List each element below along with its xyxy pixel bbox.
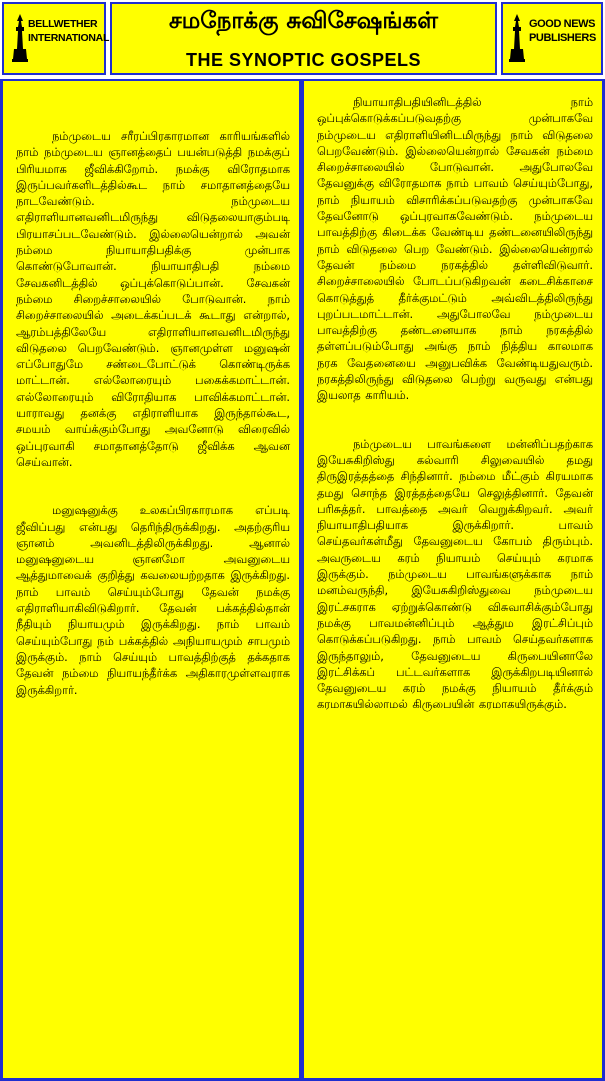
publisher-name-line2: PUBLISHERS: [529, 32, 596, 44]
left-column: [3, 81, 299, 1078]
title-box: [110, 2, 497, 75]
lamp-tower-icon: [12, 13, 28, 63]
title-tamil: சமநோக்கு சுவிசேஷங்கள்: [169, 8, 438, 34]
right-column: [304, 81, 602, 1078]
paragraph: நம்முடைய பாவங்களை மன்னிப்பதற்காக இயேசுகிறிஸ்து கல்வாரி சிலுவையில் தமது திருஇரத்தத்தை சிந்தினார். நம்மை மீட்கும் கிரயமாக தமது சொந்த இரத்தத்தையே செலுத்தினார். தேவன் பரிசுத்தர். பாவத்தை அவர் வெறுக்கிறவர். அவர் நியாயாதிபதியாக இருக்கிறார். பாவம் செய்தவர்கள்மீது தேவனுடைய கோபம் திரும்பும். அவருடைய கரம் நியாயம் செய்யும் கரமாக இருக்கும். நம்முடைய பாவங்களுக்காக நாம் மனம்வருந்தி, இயேசுகிறிஸ்துவை நம்முடைய இரட்சகராக ஏற்றுக்கொண்டு விசுவாசிக்கும்போது நமக்கு பாவமன்னிப்பும் ஆத்தும இரட்சிப்பும் கொடுக்கப்படுகிறது. நாம் பாவம் செய்தவர்களாக இருந்தாலும், தேவனுடைய கிருபையினாலே இரட்சிக்கப் பட்டவர்களாக இருக்கிறபடியினால் தேவனுடைய கரம் நமக்கு நியாயம் தீர்க்கும் கரமாகயில்லாமல் கிருபையின் கரமாகயிருக்கும்.: [317, 436, 593, 712]
lamp-tower-icon: [509, 13, 525, 63]
publisher-name: [529, 17, 596, 45]
header: [0, 0, 605, 79]
publisher-name-line2: INTERNATIONAL: [28, 32, 110, 44]
paragraph: நியாயாதிபதியினிடத்தில் நாம் ஒப்புக்கொடுக்கப்படுவதற்கு முன்பாகவே நம்முடைய எதிராளியினிடமிருந்து நாம் விடுதலை பெறவேண்டும். இல்லையென்றால் சேவகன் நம்மை சிறைச்சாலையில் போடுவான். அதுபோலவே தேவனுக்கு விரோதமாக நாம் பாவம் செய்யும்போது, நாம் நியாயம் விசாரிக்கப்படுவதற்கு முன்பாகவே தேவனோடு ஒப்புரவாகவேண்டும். நம்முடைய பாவத்திற்கு கிடைக்க வேண்டிய தண்டனையிலிருந்து நாம் விடுதலை பெற வேண்டும். இல்லையென்றால் தேவன் நம்மை நரகத்தில் தள்ளிவிடுவார். சிறைச்சாலையில் போடப்படுகிறவன் கடைசிக்காசை கொடுத்துத் தீர்க்குமட்டும் அவ்விடத்திலிருந்து புறப்படமாட்டான். அதுபோலவே நம்முடைய பாவத்திற்கு தண்டனையாக நாம் நரகத்தில் தள்ளப்படும்போது அங்கு நாம் நித்திய காலமாக நரக வேதனையை அனுபவிக்க வேண்டியதுவரும். நரகத்திலிருந்து விடுதலை பெற்று வருவது என்பது இயலாத காரியம்.: [317, 95, 593, 403]
publisher-logo-left: [2, 2, 110, 75]
title-english: THE SYNOPTIC GOSPELS: [185, 50, 422, 70]
publisher-logo-right: [501, 2, 603, 75]
paragraph: நம்முடைய சரீரப்பிரகாரமான காரியங்களில் நாம் நம்முடைய ஞானத்தைப் பயன்படுத்தி நமக்குப் பிரியமாக ஜீவிக்கிறோம். நமக்கு விரோதமாக இருப்பவர்களிடத்தில்கூட நாம் சமாதானத்தையே நாடவேண்டும். நம்முடைய எதிராளியானவனிடமிருந்து விடுதலையாகும்படி பிரயாசப்படவேண்டும். இல்லையென்றால் அவன் நம்மை நியாயாதிபதிக்கு முன்பாக கொண்டுபோவான். நியாயாதிபதி நம்மை சேவகனிடத்தில் ஒப்புக்கொடுப்பான். சேவகன் நம்மை சிறைச்சாலையில் போடுவான். நாம் சிறைச்சாலையில் அடைக்கப்படக் கூடாது என்றால், ஆரம்பத்திலேயே எதிராளியானவனிடமிருந்து விடுதலை பெறவேண்டும். ஞானமுள்ள மனுஷன் எப்போதுமே சண்டைபோட்டுக் கொண்டிருக்க மாட்டான். எல்லோரையும் பகைக்கமாட்டான். எல்லோரையும் விரோதியாக பாவிக்கமாட்டான். யாராவது தனக்கு எதிராளியாக இருந்தால்கூட, சமயம் வாய்க்கும்போது அவனோடு விரைவில் ஒப்புரவாகி சமாதானத்தோடு ஜீவிக்க ஆவன செய்வான்.: [16, 129, 290, 469]
paragraph: மனுஷனுக்கு உலகப்பிரகாரமாக எப்படி ஜீவிப்பது என்பது தெரிந்திருக்கிறது. அதற்குரிய ஞானம் அவனிடத்திலிருக்கிறது. ஆனால் மனுஷனுடைய ஞானமோ அவனுடைய ஆத்துமாவைக் குறித்து கவலையற்றதாக இருக்கிறது. நாம் பாவம் செய்யும்போது தேவன் நமக்கு எதிராளியாகிவிடுகிறார். தேவன் பக்கத்தில்தான் நீதியும் நியாயமும் இருக்கிறது. நாம் பாவம் செய்யும்போது நம் பக்கத்தில் அநியாயமும் சாபமும் இருக்கும். நாம் செய்யும் பாவத்திற்குத் தக்கதாக தேவன் நம்மை நியாயந்தீர்க்க அதிகாரமுள்ளவராக இருக்கிறார்.: [16, 503, 290, 697]
publisher-name-line1: GOOD NEWS: [529, 18, 596, 30]
publisher-name: [28, 17, 109, 45]
publisher-name-line1: BELLWETHER: [28, 18, 98, 30]
